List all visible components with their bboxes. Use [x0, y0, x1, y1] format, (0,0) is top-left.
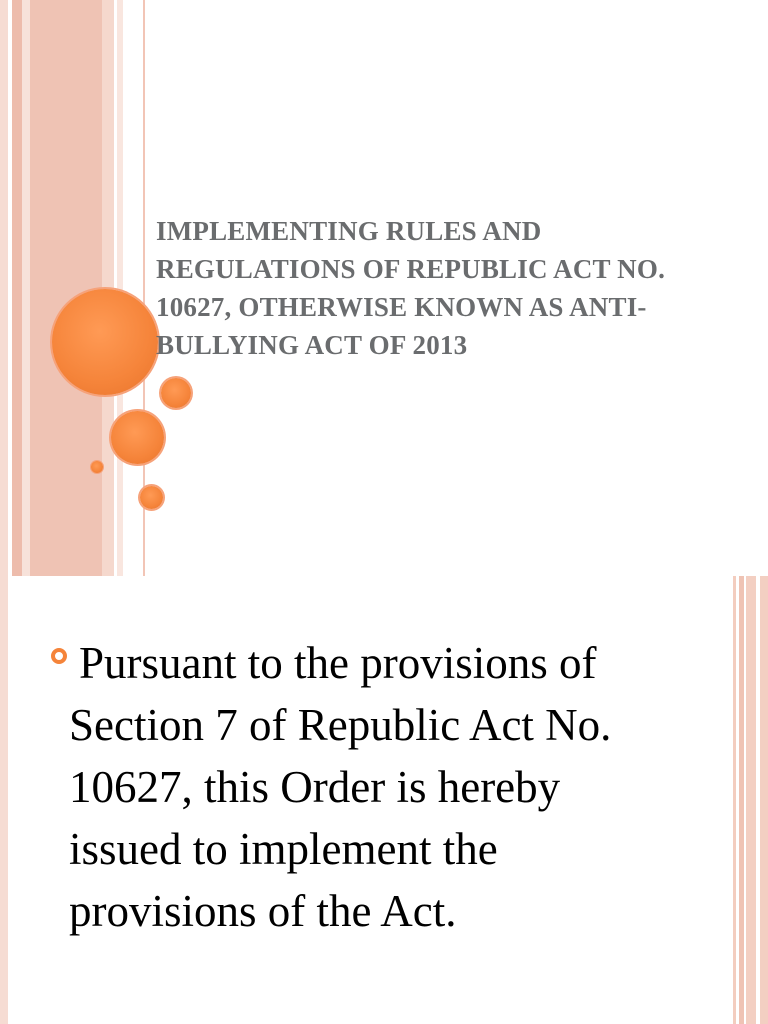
decorative-circle-small	[161, 378, 191, 408]
decorative-circle-small	[140, 486, 163, 509]
decorative-circle-tiny	[91, 461, 103, 473]
decorative-stripe	[30, 0, 102, 576]
decorative-circle-large	[52, 289, 158, 395]
decorative-stripe	[117, 0, 123, 576]
title-line: BULLYING ACT OF 2013	[156, 330, 468, 360]
bullet-ring-icon	[51, 648, 67, 664]
title-line: 10627, OTHERWISE KNOWN AS ANTI-	[156, 292, 647, 322]
decorative-stripe	[0, 0, 8, 576]
bullet-paragraph	[69, 632, 719, 942]
decorative-stripe	[102, 0, 114, 576]
decorative-stripe	[22, 0, 30, 576]
decorative-circle-medium	[111, 411, 164, 464]
slide-title	[156, 212, 756, 364]
decorative-stripe	[0, 576, 8, 1024]
bullet-line: 10627, this Order is hereby	[69, 762, 561, 812]
bullet-line: Section 7 of Republic Act No.	[69, 700, 612, 750]
decorative-stripe	[12, 0, 22, 576]
title-line: IMPLEMENTING RULES AND	[156, 216, 542, 246]
decorative-stripe	[739, 576, 744, 1024]
bullet-line: issued to implement the	[69, 824, 498, 874]
bullet-line: Pursuant to the provisions of	[79, 638, 597, 688]
decorative-stripe	[733, 576, 736, 1024]
title-line: REGULATIONS OF REPUBLIC ACT NO.	[156, 254, 666, 284]
decorative-stripe	[756, 576, 760, 1024]
content-slide	[0, 576, 768, 1024]
bullet-line: provisions of the Act.	[69, 886, 457, 936]
